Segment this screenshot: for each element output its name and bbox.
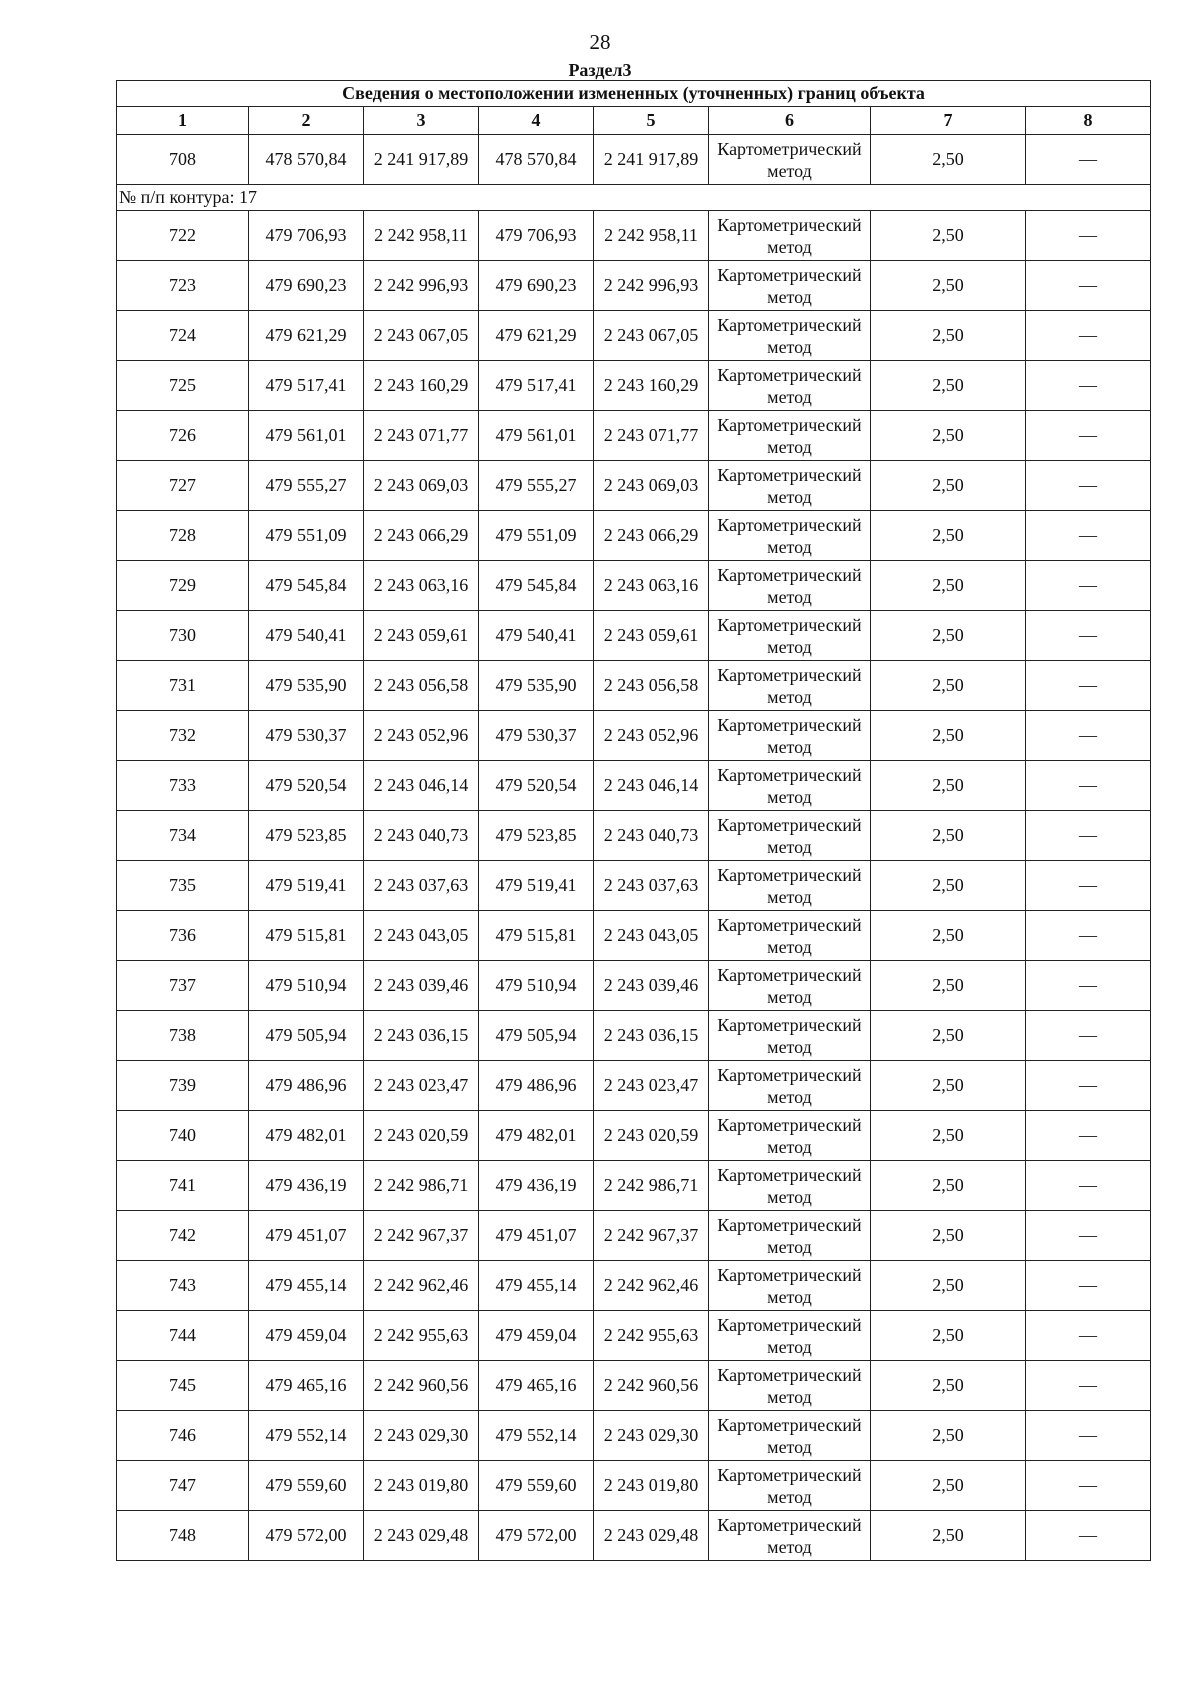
- method-cell: Картометрический метод: [709, 1161, 871, 1211]
- method-cell: Картометрический метод: [709, 1461, 871, 1511]
- x-coordinate-cell: 479 551,09: [479, 511, 594, 561]
- x-coordinate-cell: 479 451,07: [249, 1211, 364, 1261]
- y-coordinate-cell: 2 243 029,30: [364, 1411, 479, 1461]
- y-coordinate-cell: 2 243 020,59: [364, 1111, 479, 1161]
- x-coordinate-cell: 479 451,07: [479, 1211, 594, 1261]
- x-coordinate-cell: 479 530,37: [249, 711, 364, 761]
- y-coordinate-cell: 2 243 020,59: [594, 1111, 709, 1161]
- accuracy-cell: 2,50: [871, 561, 1026, 611]
- x-coordinate-cell: 479 523,85: [479, 811, 594, 861]
- point-number-cell: 730: [117, 611, 249, 661]
- y-coordinate-cell: 2 243 029,48: [364, 1511, 479, 1561]
- y-coordinate-cell: 2 243 046,14: [364, 761, 479, 811]
- x-coordinate-cell: 479 621,29: [479, 311, 594, 361]
- description-cell: —: [1026, 961, 1151, 1011]
- point-number-cell: 733: [117, 761, 249, 811]
- point-number-cell: 747: [117, 1461, 249, 1511]
- table-body: [117, 135, 1151, 1561]
- y-coordinate-cell: 2 243 037,63: [594, 861, 709, 911]
- description-cell: —: [1026, 611, 1151, 661]
- description-cell: —: [1026, 711, 1151, 761]
- point-number-cell: 732: [117, 711, 249, 761]
- y-coordinate-cell: 2 243 056,58: [594, 661, 709, 711]
- x-coordinate-cell: 479 459,04: [479, 1311, 594, 1361]
- y-coordinate-cell: 2 242 958,11: [594, 211, 709, 261]
- point-number-cell: 743: [117, 1261, 249, 1311]
- description-cell: —: [1026, 661, 1151, 711]
- y-coordinate-cell: 2 243 160,29: [594, 361, 709, 411]
- method-cell: Картометрический метод: [709, 961, 871, 1011]
- x-coordinate-cell: 479 561,01: [479, 411, 594, 461]
- x-coordinate-cell: 479 486,96: [249, 1061, 364, 1111]
- y-coordinate-cell: 2 243 066,29: [364, 511, 479, 561]
- column-number-header: 5: [594, 107, 709, 135]
- table-row: [117, 661, 1151, 711]
- table-row: [117, 1111, 1151, 1161]
- x-coordinate-cell: 479 706,93: [479, 211, 594, 261]
- y-coordinate-cell: 2 243 029,48: [594, 1511, 709, 1561]
- description-cell: —: [1026, 1011, 1151, 1061]
- method-cell: Картометрический метод: [709, 811, 871, 861]
- table-row: [117, 211, 1151, 261]
- x-coordinate-cell: 479 540,41: [479, 611, 594, 661]
- method-cell: Картометрический метод: [709, 1311, 871, 1361]
- accuracy-cell: 2,50: [871, 361, 1026, 411]
- x-coordinate-cell: 479 436,19: [249, 1161, 364, 1211]
- column-number-header: 7: [871, 107, 1026, 135]
- y-coordinate-cell: 2 243 059,61: [594, 611, 709, 661]
- y-coordinate-cell: 2 243 063,16: [594, 561, 709, 611]
- y-coordinate-cell: 2 243 019,80: [594, 1461, 709, 1511]
- y-coordinate-cell: 2 243 067,05: [594, 311, 709, 361]
- y-coordinate-cell: 2 243 059,61: [364, 611, 479, 661]
- x-coordinate-cell: 479 482,01: [249, 1111, 364, 1161]
- method-cell: Картометрический метод: [709, 411, 871, 461]
- accuracy-cell: 2,50: [871, 661, 1026, 711]
- page-number: 28: [589, 30, 611, 54]
- accuracy-cell: 2,50: [871, 761, 1026, 811]
- method-cell: Картометрический метод: [709, 361, 871, 411]
- y-coordinate-cell: 2 242 962,46: [594, 1261, 709, 1311]
- description-cell: —: [1026, 461, 1151, 511]
- table-row: [117, 1461, 1151, 1511]
- y-coordinate-cell: 2 243 043,05: [594, 911, 709, 961]
- y-coordinate-cell: 2 243 160,29: [364, 361, 479, 411]
- description-cell: —: [1026, 1311, 1151, 1361]
- description-cell: —: [1026, 811, 1151, 861]
- point-number-cell: 729: [117, 561, 249, 611]
- method-cell: Картометрический метод: [709, 1011, 871, 1061]
- point-number-cell: 740: [117, 1111, 249, 1161]
- accuracy-cell: 2,50: [871, 911, 1026, 961]
- accuracy-cell: 2,50: [871, 1211, 1026, 1261]
- method-cell: Картометрический метод: [709, 211, 871, 261]
- y-coordinate-cell: 2 243 040,73: [364, 811, 479, 861]
- y-coordinate-cell: 2 243 046,14: [594, 761, 709, 811]
- table-row: [117, 861, 1151, 911]
- y-coordinate-cell: 2 243 071,77: [364, 411, 479, 461]
- accuracy-cell: 2,50: [871, 811, 1026, 861]
- table-row: [117, 361, 1151, 411]
- description-cell: —: [1026, 1211, 1151, 1261]
- x-coordinate-cell: 479 690,23: [249, 261, 364, 311]
- y-coordinate-cell: 2 243 066,29: [594, 511, 709, 561]
- y-coordinate-cell: 2 243 069,03: [594, 461, 709, 511]
- y-coordinate-cell: 2 242 960,56: [364, 1361, 479, 1411]
- y-coordinate-cell: 2 242 955,63: [364, 1311, 479, 1361]
- point-number-cell: 741: [117, 1161, 249, 1211]
- table-row: [117, 1011, 1151, 1061]
- method-cell: Картометрический метод: [709, 561, 871, 611]
- x-coordinate-cell: 479 515,81: [249, 911, 364, 961]
- point-number-cell: 735: [117, 861, 249, 911]
- description-cell: —: [1026, 861, 1151, 911]
- description-cell: —: [1026, 1111, 1151, 1161]
- method-cell: Картометрический метод: [709, 461, 871, 511]
- description-cell: —: [1026, 261, 1151, 311]
- y-coordinate-cell: 2 242 986,71: [364, 1161, 479, 1211]
- point-number-cell: 728: [117, 511, 249, 561]
- method-cell: Картометрический метод: [709, 611, 871, 661]
- y-coordinate-cell: 2 242 962,46: [364, 1261, 479, 1311]
- point-number-cell: 739: [117, 1061, 249, 1111]
- x-coordinate-cell: 479 690,23: [479, 261, 594, 311]
- x-coordinate-cell: 479 552,14: [249, 1411, 364, 1461]
- description-cell: —: [1026, 1461, 1151, 1511]
- method-cell: Картометрический метод: [709, 1111, 871, 1161]
- x-coordinate-cell: 479 545,84: [249, 561, 364, 611]
- accuracy-cell: 2,50: [871, 1111, 1026, 1161]
- table-row: [117, 561, 1151, 611]
- accuracy-cell: 2,50: [871, 711, 1026, 761]
- x-coordinate-cell: 479 465,16: [249, 1361, 364, 1411]
- y-coordinate-cell: 2 243 052,96: [594, 711, 709, 761]
- x-coordinate-cell: 479 436,19: [479, 1161, 594, 1211]
- method-cell: Картометрический метод: [709, 511, 871, 561]
- accuracy-cell: 2,50: [871, 961, 1026, 1011]
- description-cell: —: [1026, 1261, 1151, 1311]
- x-coordinate-cell: 479 505,94: [249, 1011, 364, 1061]
- x-coordinate-cell: 479 540,41: [249, 611, 364, 661]
- accuracy-cell: 2,50: [871, 461, 1026, 511]
- table-row: [117, 461, 1151, 511]
- method-cell: Картометрический метод: [709, 711, 871, 761]
- method-cell: Картометрический метод: [709, 1361, 871, 1411]
- section-title: Раздел3: [568, 60, 632, 80]
- accuracy-cell: 2,50: [871, 861, 1026, 911]
- accuracy-cell: 2,50: [871, 311, 1026, 361]
- y-coordinate-cell: 2 243 037,63: [364, 861, 479, 911]
- table-row: [117, 911, 1151, 961]
- table-row: [117, 761, 1151, 811]
- x-coordinate-cell: 478 570,84: [249, 135, 364, 185]
- method-cell: Картометрический метод: [709, 1411, 871, 1461]
- y-coordinate-cell: 2 243 043,05: [364, 911, 479, 961]
- method-cell: Картометрический метод: [709, 311, 871, 361]
- y-coordinate-cell: 2 242 960,56: [594, 1361, 709, 1411]
- description-cell: —: [1026, 1511, 1151, 1561]
- accuracy-cell: 2,50: [871, 611, 1026, 661]
- point-number-cell: 738: [117, 1011, 249, 1061]
- method-cell: Картометрический метод: [709, 861, 871, 911]
- table-row: [117, 1511, 1151, 1561]
- contour-row: [117, 185, 1151, 211]
- x-coordinate-cell: 479 519,41: [479, 861, 594, 911]
- point-number-cell: 727: [117, 461, 249, 511]
- y-coordinate-cell: 2 243 029,30: [594, 1411, 709, 1461]
- method-cell: Картометрический метод: [709, 761, 871, 811]
- accuracy-cell: 2,50: [871, 511, 1026, 561]
- accuracy-cell: 2,50: [871, 1161, 1026, 1211]
- x-coordinate-cell: 479 459,04: [249, 1311, 364, 1361]
- point-number-cell: 744: [117, 1311, 249, 1361]
- point-number-cell: 725: [117, 361, 249, 411]
- accuracy-cell: 2,50: [871, 261, 1026, 311]
- column-number-header: 1: [117, 107, 249, 135]
- description-cell: —: [1026, 911, 1151, 961]
- y-coordinate-cell: 2 243 039,46: [364, 961, 479, 1011]
- y-coordinate-cell: 2 242 986,71: [594, 1161, 709, 1211]
- table-row: [117, 411, 1151, 461]
- table-row: [117, 1311, 1151, 1361]
- x-coordinate-cell: 479 486,96: [479, 1061, 594, 1111]
- y-coordinate-cell: 2 243 019,80: [364, 1461, 479, 1511]
- point-number-cell: 742: [117, 1211, 249, 1261]
- column-number-row: [117, 107, 1151, 135]
- x-coordinate-cell: 479 555,27: [249, 461, 364, 511]
- x-coordinate-cell: 479 545,84: [479, 561, 594, 611]
- point-number-cell: 722: [117, 211, 249, 261]
- point-number-cell: 737: [117, 961, 249, 1011]
- description-cell: —: [1026, 1411, 1151, 1461]
- table-row: [117, 1161, 1151, 1211]
- y-coordinate-cell: 2 243 056,58: [364, 661, 479, 711]
- x-coordinate-cell: 479 552,14: [479, 1411, 594, 1461]
- method-cell: Картометрический метод: [709, 135, 871, 185]
- x-coordinate-cell: 479 523,85: [249, 811, 364, 861]
- accuracy-cell: 2,50: [871, 1411, 1026, 1461]
- point-number-cell: 745: [117, 1361, 249, 1411]
- description-cell: —: [1026, 1061, 1151, 1111]
- y-coordinate-cell: 2 243 040,73: [594, 811, 709, 861]
- method-cell: Картометрический метод: [709, 1211, 871, 1261]
- description-cell: —: [1026, 561, 1151, 611]
- method-cell: Картометрический метод: [709, 911, 871, 961]
- boundary-coordinates-table: [116, 80, 1151, 1561]
- y-coordinate-cell: 2 241 917,89: [364, 135, 479, 185]
- table-row: [117, 261, 1151, 311]
- x-coordinate-cell: 479 572,00: [249, 1511, 364, 1561]
- y-coordinate-cell: 2 242 955,63: [594, 1311, 709, 1361]
- description-cell: —: [1026, 1361, 1151, 1411]
- description-cell: —: [1026, 1161, 1151, 1211]
- y-coordinate-cell: 2 242 967,37: [364, 1211, 479, 1261]
- method-cell: Картометрический метод: [709, 261, 871, 311]
- x-coordinate-cell: 479 706,93: [249, 211, 364, 261]
- method-cell: Картометрический метод: [709, 1061, 871, 1111]
- table-row: [117, 1261, 1151, 1311]
- x-coordinate-cell: 479 555,27: [479, 461, 594, 511]
- accuracy-cell: 2,50: [871, 1061, 1026, 1111]
- point-number-cell: 724: [117, 311, 249, 361]
- point-number-cell: 736: [117, 911, 249, 961]
- y-coordinate-cell: 2 243 067,05: [364, 311, 479, 361]
- point-number-cell: 726: [117, 411, 249, 461]
- table-row: [117, 811, 1151, 861]
- method-cell: Картометрический метод: [709, 1511, 871, 1561]
- x-coordinate-cell: 479 465,16: [479, 1361, 594, 1411]
- table-row: [117, 1211, 1151, 1261]
- method-cell: Картометрический метод: [709, 1261, 871, 1311]
- point-number-cell: 708: [117, 135, 249, 185]
- accuracy-cell: 2,50: [871, 1011, 1026, 1061]
- description-cell: —: [1026, 361, 1151, 411]
- x-coordinate-cell: 479 482,01: [479, 1111, 594, 1161]
- table-caption: Сведения о местоположении измененных (уточненных) границ объекта: [117, 81, 1151, 107]
- accuracy-cell: 2,50: [871, 135, 1026, 185]
- point-number-cell: 734: [117, 811, 249, 861]
- column-number-header: 4: [479, 107, 594, 135]
- table-row: [117, 511, 1151, 561]
- table-row: [117, 1361, 1151, 1411]
- x-coordinate-cell: 478 570,84: [479, 135, 594, 185]
- table-row: [117, 961, 1151, 1011]
- x-coordinate-cell: 479 572,00: [479, 1511, 594, 1561]
- x-coordinate-cell: 479 510,94: [479, 961, 594, 1011]
- y-coordinate-cell: 2 242 958,11: [364, 211, 479, 261]
- y-coordinate-cell: 2 243 063,16: [364, 561, 479, 611]
- description-cell: —: [1026, 761, 1151, 811]
- table-row: [117, 1411, 1151, 1461]
- accuracy-cell: 2,50: [871, 411, 1026, 461]
- x-coordinate-cell: 479 455,14: [249, 1261, 364, 1311]
- table-row: [117, 611, 1151, 661]
- x-coordinate-cell: 479 515,81: [479, 911, 594, 961]
- y-coordinate-cell: 2 243 069,03: [364, 461, 479, 511]
- x-coordinate-cell: 479 517,41: [249, 361, 364, 411]
- y-coordinate-cell: 2 243 023,47: [594, 1061, 709, 1111]
- accuracy-cell: 2,50: [871, 1311, 1026, 1361]
- table-row: [117, 135, 1151, 185]
- column-number-header: 6: [709, 107, 871, 135]
- column-number-header: 8: [1026, 107, 1151, 135]
- x-coordinate-cell: 479 517,41: [479, 361, 594, 411]
- contour-label: № п/п контура: 17: [117, 185, 1151, 211]
- description-cell: —: [1026, 311, 1151, 361]
- y-coordinate-cell: 2 241 917,89: [594, 135, 709, 185]
- accuracy-cell: 2,50: [871, 1361, 1026, 1411]
- x-coordinate-cell: 479 535,90: [479, 661, 594, 711]
- x-coordinate-cell: 479 505,94: [479, 1011, 594, 1061]
- description-cell: —: [1026, 211, 1151, 261]
- x-coordinate-cell: 479 559,60: [249, 1461, 364, 1511]
- point-number-cell: 723: [117, 261, 249, 311]
- description-cell: —: [1026, 135, 1151, 185]
- y-coordinate-cell: 2 243 036,15: [364, 1011, 479, 1061]
- table-row: [117, 711, 1151, 761]
- x-coordinate-cell: 479 455,14: [479, 1261, 594, 1311]
- y-coordinate-cell: 2 243 036,15: [594, 1011, 709, 1061]
- table-row: [117, 1061, 1151, 1111]
- x-coordinate-cell: 479 520,54: [479, 761, 594, 811]
- y-coordinate-cell: 2 242 996,93: [364, 261, 479, 311]
- x-coordinate-cell: 479 559,60: [479, 1461, 594, 1511]
- description-cell: —: [1026, 511, 1151, 561]
- description-cell: —: [1026, 411, 1151, 461]
- x-coordinate-cell: 479 510,94: [249, 961, 364, 1011]
- x-coordinate-cell: 479 535,90: [249, 661, 364, 711]
- x-coordinate-cell: 479 551,09: [249, 511, 364, 561]
- method-cell: Картометрический метод: [709, 661, 871, 711]
- y-coordinate-cell: 2 243 039,46: [594, 961, 709, 1011]
- y-coordinate-cell: 2 243 023,47: [364, 1061, 479, 1111]
- table-row: [117, 311, 1151, 361]
- y-coordinate-cell: 2 243 071,77: [594, 411, 709, 461]
- column-number-header: 2: [249, 107, 364, 135]
- point-number-cell: 746: [117, 1411, 249, 1461]
- point-number-cell: 748: [117, 1511, 249, 1561]
- y-coordinate-cell: 2 243 052,96: [364, 711, 479, 761]
- x-coordinate-cell: 479 519,41: [249, 861, 364, 911]
- accuracy-cell: 2,50: [871, 211, 1026, 261]
- point-number-cell: 731: [117, 661, 249, 711]
- y-coordinate-cell: 2 242 967,37: [594, 1211, 709, 1261]
- y-coordinate-cell: 2 242 996,93: [594, 261, 709, 311]
- column-number-header: 3: [364, 107, 479, 135]
- accuracy-cell: 2,50: [871, 1261, 1026, 1311]
- x-coordinate-cell: 479 621,29: [249, 311, 364, 361]
- x-coordinate-cell: 479 520,54: [249, 761, 364, 811]
- x-coordinate-cell: 479 561,01: [249, 411, 364, 461]
- accuracy-cell: 2,50: [871, 1461, 1026, 1511]
- accuracy-cell: 2,50: [871, 1511, 1026, 1561]
- x-coordinate-cell: 479 530,37: [479, 711, 594, 761]
